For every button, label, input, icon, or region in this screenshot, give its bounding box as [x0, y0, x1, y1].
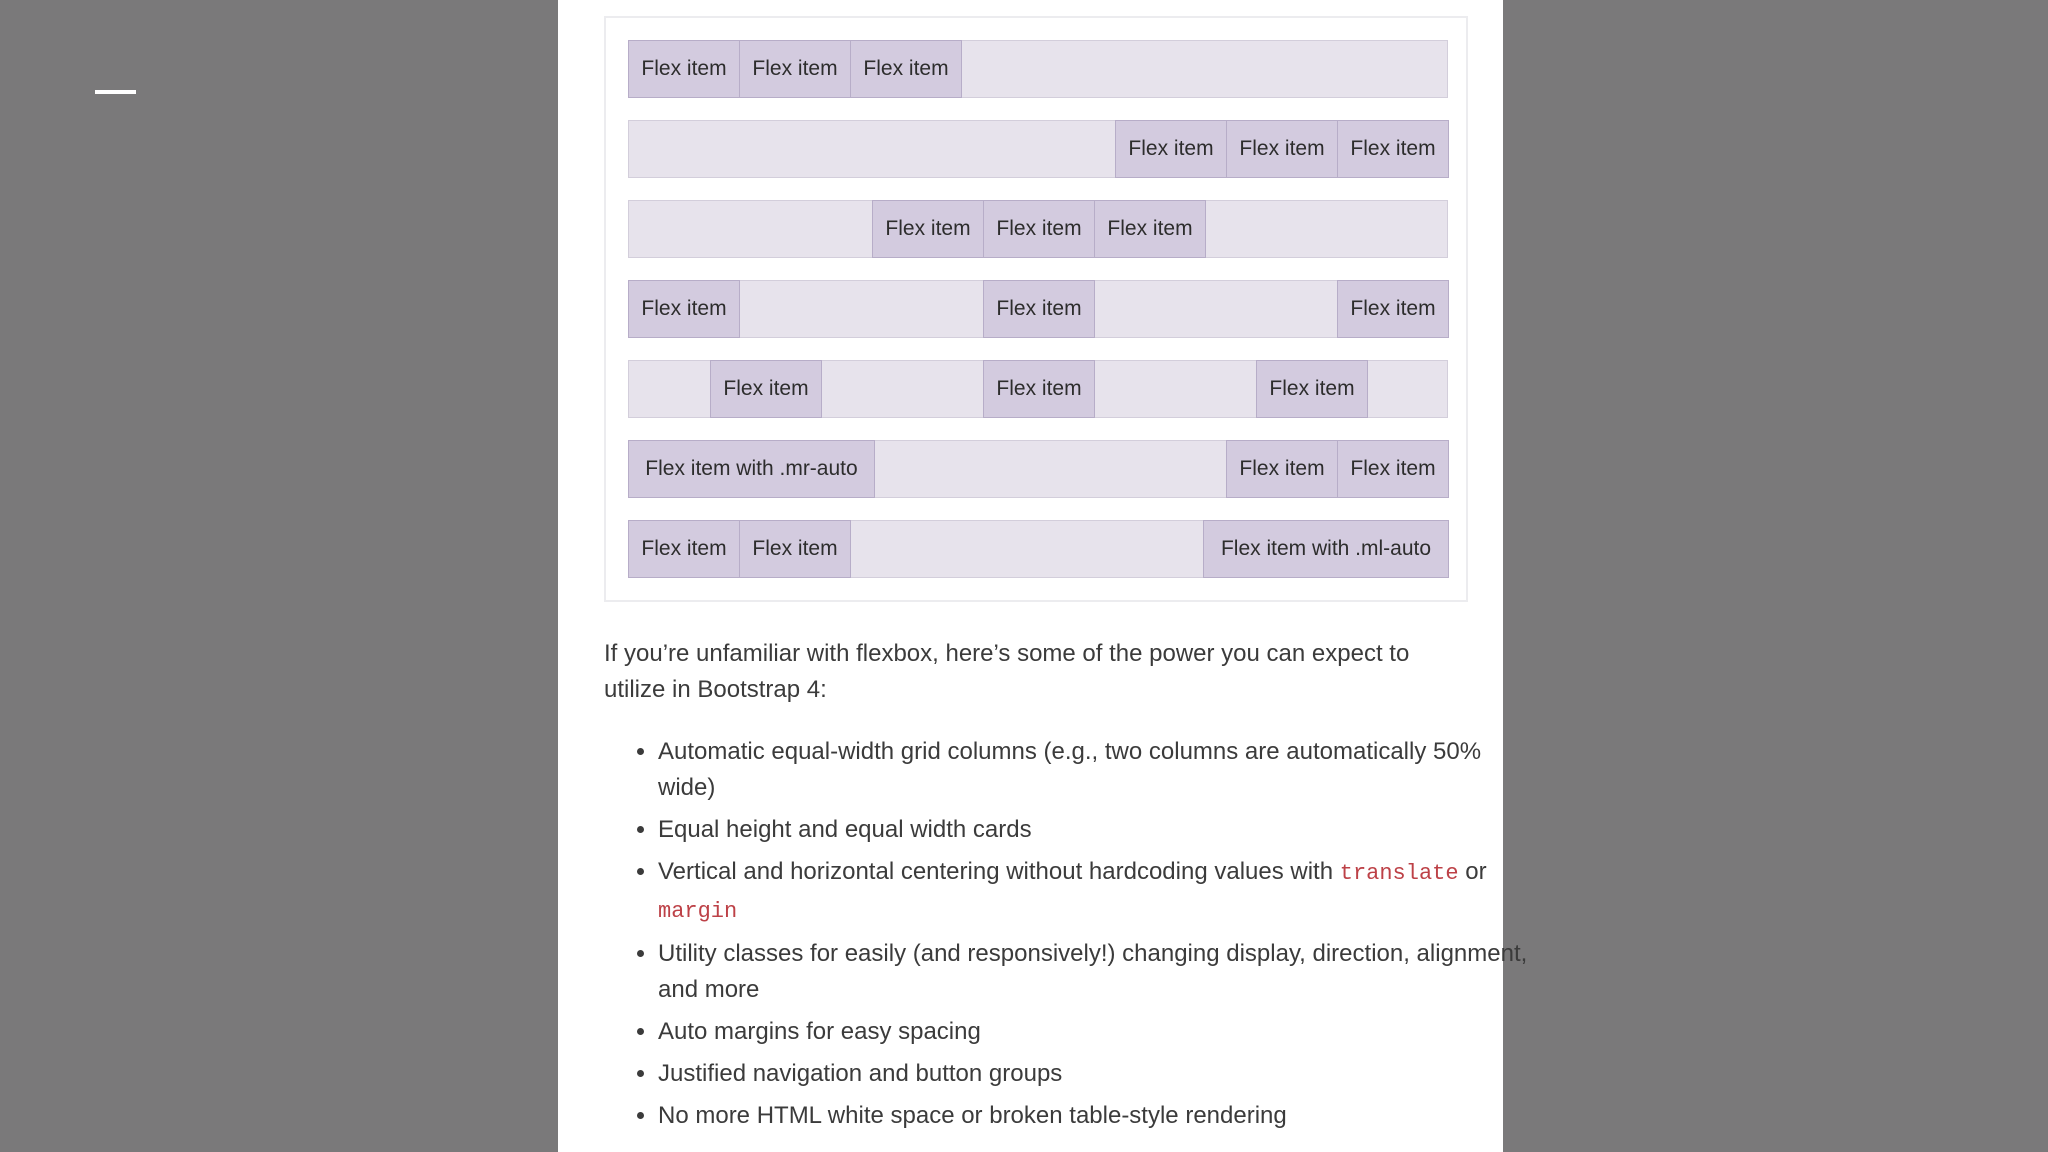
- flex-item: Flex item: [983, 360, 1095, 418]
- flex-item: Flex item: [628, 40, 740, 98]
- flex-row-between: [628, 280, 1448, 338]
- list-item: • Justified navigation and button groups: [658, 1056, 1538, 1092]
- flex-item: Flex item: [850, 40, 962, 98]
- flex-row-around: [628, 360, 1448, 418]
- list-item-text: or: [1458, 858, 1487, 885]
- flex-item: Flex item: [1337, 280, 1449, 338]
- list-item: • Utility classes for easily (and responsively!) changing display, direction, alignment, and more: [658, 936, 1538, 1008]
- flex-row-center: [628, 200, 1448, 258]
- list-item: • No more HTML white space or broken table-style rendering: [658, 1098, 1538, 1134]
- flex-item: Flex item: [739, 40, 851, 98]
- flex-item: Flex item: [1226, 120, 1338, 178]
- code-translate: translate: [1339, 861, 1459, 886]
- flex-item: Flex item: [739, 520, 851, 578]
- flex-item: Flex item: [1226, 440, 1338, 498]
- flex-item: Flex item: [628, 280, 740, 338]
- flex-demo-box: [604, 16, 1468, 602]
- list-item: [658, 854, 1538, 930]
- flex-item: Flex item: [628, 520, 740, 578]
- flex-item: Flex item: [1337, 120, 1449, 178]
- intro-paragraph: If you’re unfamiliar with flexbox, here’s some of the power you can expect to utilize in Bootstrap 4:: [604, 640, 1410, 703]
- flex-row-start: [628, 40, 1448, 98]
- flex-item: Flex item: [1337, 440, 1449, 498]
- list-item: • Auto margins for easy spacing: [658, 1014, 1538, 1050]
- slide-dash: [95, 90, 136, 94]
- flex-item: Flex item: [983, 280, 1095, 338]
- document-page: [558, 0, 1528, 1152]
- flex-item: Flex item: [872, 200, 984, 258]
- flex-row-end: [628, 120, 1448, 178]
- list-item: • Equal height and equal width cards: [658, 812, 1538, 848]
- list-item-text: Vertical and horizontal centering without hardcoding values with: [658, 858, 1340, 885]
- flex-row-ml-auto: [628, 520, 1448, 578]
- flex-item: Flex item: [1256, 360, 1368, 418]
- flex-item: Flex item: [710, 360, 822, 418]
- list-item: • Automatic equal-width grid columns (e.g., two columns are automatically 50% wide): [658, 734, 1538, 806]
- feature-list: [604, 734, 1538, 1140]
- code-margin: margin: [658, 899, 738, 924]
- flex-item: Flex item: [1094, 200, 1206, 258]
- flex-item: Flex item: [1115, 120, 1227, 178]
- flex-item: Flex item: [983, 200, 1095, 258]
- flex-row-mr-auto: [628, 440, 1448, 498]
- flex-item-mr-auto: Flex item with .mr-auto: [628, 440, 875, 498]
- flex-item-ml-auto: Flex item with .ml-auto: [1203, 520, 1449, 578]
